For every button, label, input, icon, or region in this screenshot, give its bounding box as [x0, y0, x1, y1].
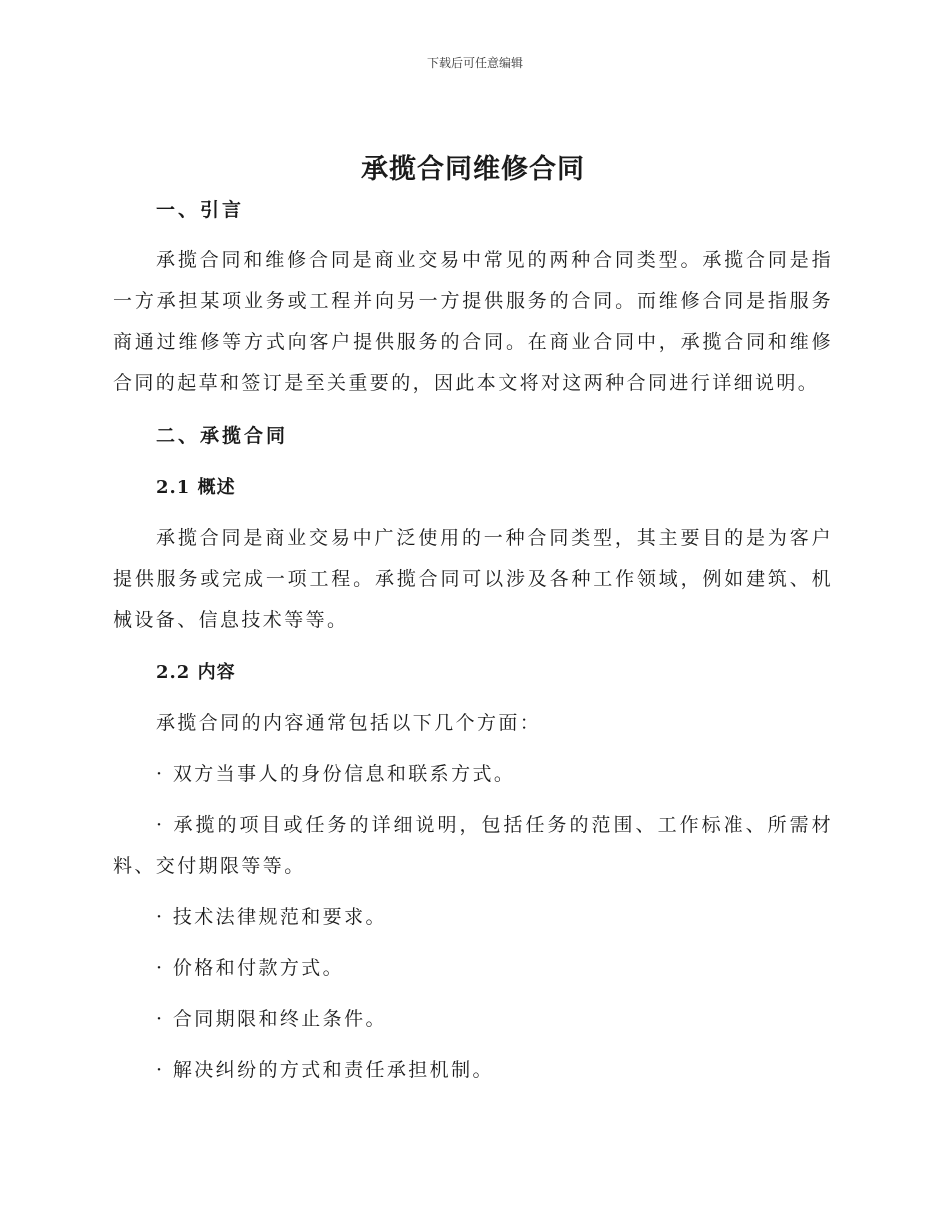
list-item: · 双方当事人的身份信息和联系方式。: [156, 763, 516, 785]
list-item: · 解决纠纷的方式和责任承担机制。: [156, 1059, 494, 1081]
header-note: 下载后可任意编辑: [426, 56, 523, 70]
document-body: [113, 150, 833, 1091]
introduction-paragraph: 承揽合同和维修合同是商业交易中常见的两种合同类型。承揽合同是指一方承担某项业务或工程并向另一方提供服务的合同。而维修合同是指服务商通过维修等方式向客户提供服务的合同。在商业合同中，承揽合同和维修合同的起草和签订是至关重要的，因此本文将对这两种合同进行详细说明。: [113, 249, 833, 394]
content-intro: 承揽合同的内容通常包括以下几个方面：: [156, 712, 542, 734]
subsection-heading-overview: 2.1 概述: [156, 477, 236, 498]
section-heading-contracting: 二、承揽合同: [156, 425, 289, 447]
list-item: · 承揽的项目或任务的详细说明，包括任务的范围、工作标准、所需材料、交付期限等等。: [113, 814, 833, 877]
subsection-heading-content: 2.2 内容: [156, 662, 236, 683]
section-heading-introduction: 一、引言: [156, 199, 245, 221]
list-item: · 技术法律规范和要求。: [156, 906, 387, 928]
list-item: · 价格和付款方式。: [156, 957, 345, 979]
document-title: 承揽合同维修合同: [361, 154, 585, 185]
overview-paragraph: 承揽合同是商业交易中广泛使用的一种合同类型，其主要目的是为客户提供服务或完成一项工程。承揽合同可以涉及各种工作领域，例如建筑、机械设备、信息技术等等。: [113, 527, 833, 631]
list-item: · 合同期限和终止条件。: [156, 1008, 387, 1030]
